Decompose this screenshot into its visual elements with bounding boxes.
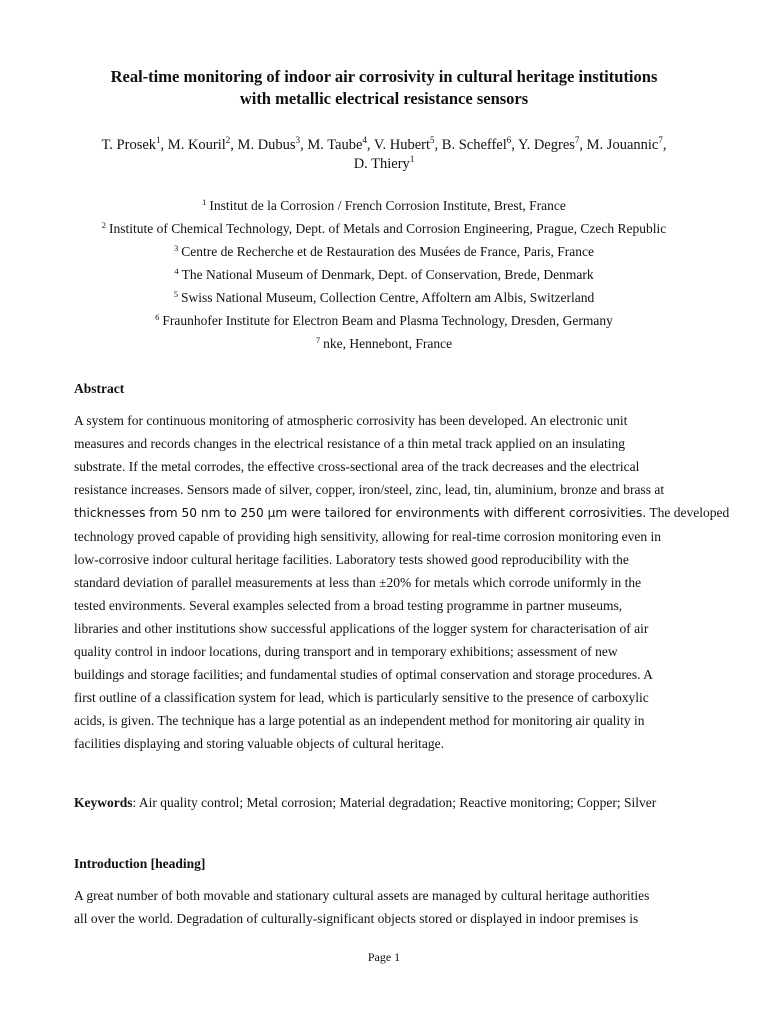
affiliation-item [40, 332, 728, 355]
abstract-line: libraries and other institutions show successful applications of the logger system for characterisation of air [74, 621, 649, 636]
affiliation-item [40, 217, 728, 240]
abstract-line: A system for continuous monitoring of atmospheric corrosivity has been developed. An electronic unit [74, 413, 628, 428]
author-name: M. Kouril [167, 137, 226, 153]
abstract-line: quality control in indoor locations, during transport and in temporary exhibitions; assessment of new [74, 644, 618, 659]
author-line-1: T. Prosek$^1$, M. Kouril$^2$, M. Dubus$^3$, M. Taube$^4$, V. Hubert$^5$, B. Scheffel$^6$, Y. Degres$^7$, M. Jouannic$^7$, [101, 135, 667, 153]
author-affil-mark: 5 [430, 135, 435, 146]
affiliation-mark: 1 [202, 196, 207, 207]
abstract-line: first outline of a classification system for lead, which is particularly sensitive to the presence of carboxylic [74, 690, 649, 705]
abstract-line: facilities displaying and storing valuable objects of cultural heritage. [74, 736, 445, 751]
introduction-line: all over the world. Degradation of culturally-significant objects stored or displayed in indoor premises is [74, 911, 639, 926]
introduction-body [74, 884, 700, 930]
affiliation-text: Swiss National Museum, Collection Centre, Affoltern am Albis, Switzerland [180, 290, 595, 305]
affiliation-item [40, 240, 728, 263]
author-name: V. Hubert [373, 137, 431, 153]
abstract-line: acids, is given. The technique has a large potential as an independent method for monitoring air quality in [74, 713, 645, 728]
abstract-line: measures and records changes in the electrical resistance of a thin metal track applied on an insulating [74, 436, 626, 451]
author-name: Y. Degres [517, 137, 575, 153]
affiliation-text: Institut de la Corrosion / French Corrosion Institute, Brest, France [209, 198, 566, 213]
keywords-line [74, 794, 656, 812]
abstract-line: standard deviation of parallel measurements at less than ±20% for metals which corrode uniformly in the [74, 575, 642, 590]
abstract-line: resistance increases. Sensors made of silver, copper, iron/steel, zinc, lead, tin, aluminium, bronze and brass at [74, 482, 665, 497]
abstract-line: substrate. If the metal corrodes, the effective cross-sectional area of the track decreases and the electrical [74, 459, 640, 474]
abstract-line [74, 501, 730, 525]
author-name: M. Jouannic [586, 137, 659, 153]
author-affil-mark: 2 [225, 135, 231, 146]
abstract-line: tested environments. Several examples selected from a broad testing programme in partner museums, [74, 598, 623, 613]
author-name: T. Prosek [101, 137, 157, 153]
paper-title [40, 66, 728, 110]
author-name: D. Thiery [353, 156, 410, 172]
affiliation-mark: 3 [174, 242, 179, 253]
affiliation-item [40, 309, 728, 332]
author-affil-mark: 6 [506, 135, 512, 146]
abstract-line: low-corrosive indoor cultural heritage facilities. Laboratory tests showed good reproducibility with the [74, 552, 629, 567]
affiliation-mark: 6 [155, 311, 160, 322]
abstract-heading: Abstract [74, 381, 125, 396]
affiliation-mark: 5 [173, 288, 178, 299]
affiliation-text: Centre de Recherche et de Restauration des Musées de France, Paris, France [181, 244, 594, 259]
author-name: M. Dubus [237, 137, 296, 153]
affiliation-text: nke, Hennebont, France [323, 336, 453, 351]
author-affil-mark: 4 [362, 135, 367, 146]
abstract-line: technology proved capable of providing high sensitivity, allowing for real-time corrosion monitoring even in [74, 529, 661, 544]
page-number: Page 1 [367, 950, 401, 964]
abstract-line-tail: The developed [646, 505, 730, 520]
affiliation-mark: 4 [174, 265, 179, 276]
abstract-line-sans-part: thicknesses from 50 nm to 250 µm were tailored for environments with different corrosivities. [74, 506, 647, 520]
author-list [60, 136, 708, 174]
affiliation-text: Fraunhofer Institute for Electron Beam and Plasma Technology, Dresden, Germany [162, 313, 613, 328]
keywords-text: : Air quality control; Metal corrosion; Material degradation; Reactive monitoring; Copper; Silver [132, 795, 657, 810]
keywords-label: Keywords [74, 795, 133, 810]
affiliation-mark: 7 [315, 334, 321, 345]
author-affil-mark: 3 [295, 135, 301, 146]
author-name: B. Scheffel [441, 137, 507, 153]
author-name: M. Taube [307, 137, 363, 153]
introduction-line: A great number of both movable and stationary cultural assets are managed by cultural heritage authorities [74, 888, 650, 903]
affiliation-item [40, 194, 728, 217]
affiliation-item [40, 286, 728, 309]
author-affil-mark: 1 [156, 135, 161, 146]
author-affil-mark: 7 [574, 135, 580, 146]
affiliation-item [40, 263, 728, 286]
affiliation-text: Institute of Chemical Technology, Dept. of Metals and Corrosion Engineering, Prague, Czech Republic [108, 221, 667, 236]
affiliation-text: The National Museum of Denmark, Dept. of Conservation, Brede, Denmark [181, 267, 594, 282]
author-affil-mark: 1 [409, 154, 415, 165]
title-line-1: Real-time monitoring of indoor air corrosivity in cultural heritage institutions [110, 67, 658, 86]
author-affil-mark: 7 [658, 135, 663, 146]
abstract-body [74, 409, 730, 755]
title-line-2: with metallic electrical resistance sensors [239, 89, 529, 108]
author-line-2 [60, 155, 708, 174]
introduction-heading: Introduction [heading] [74, 856, 206, 871]
abstract-line: buildings and storage facilities; and fundamental studies of optimal conservation and storage procedures. A [74, 667, 653, 682]
affiliation-mark: 2 [101, 219, 106, 230]
affiliation-list [40, 194, 728, 355]
